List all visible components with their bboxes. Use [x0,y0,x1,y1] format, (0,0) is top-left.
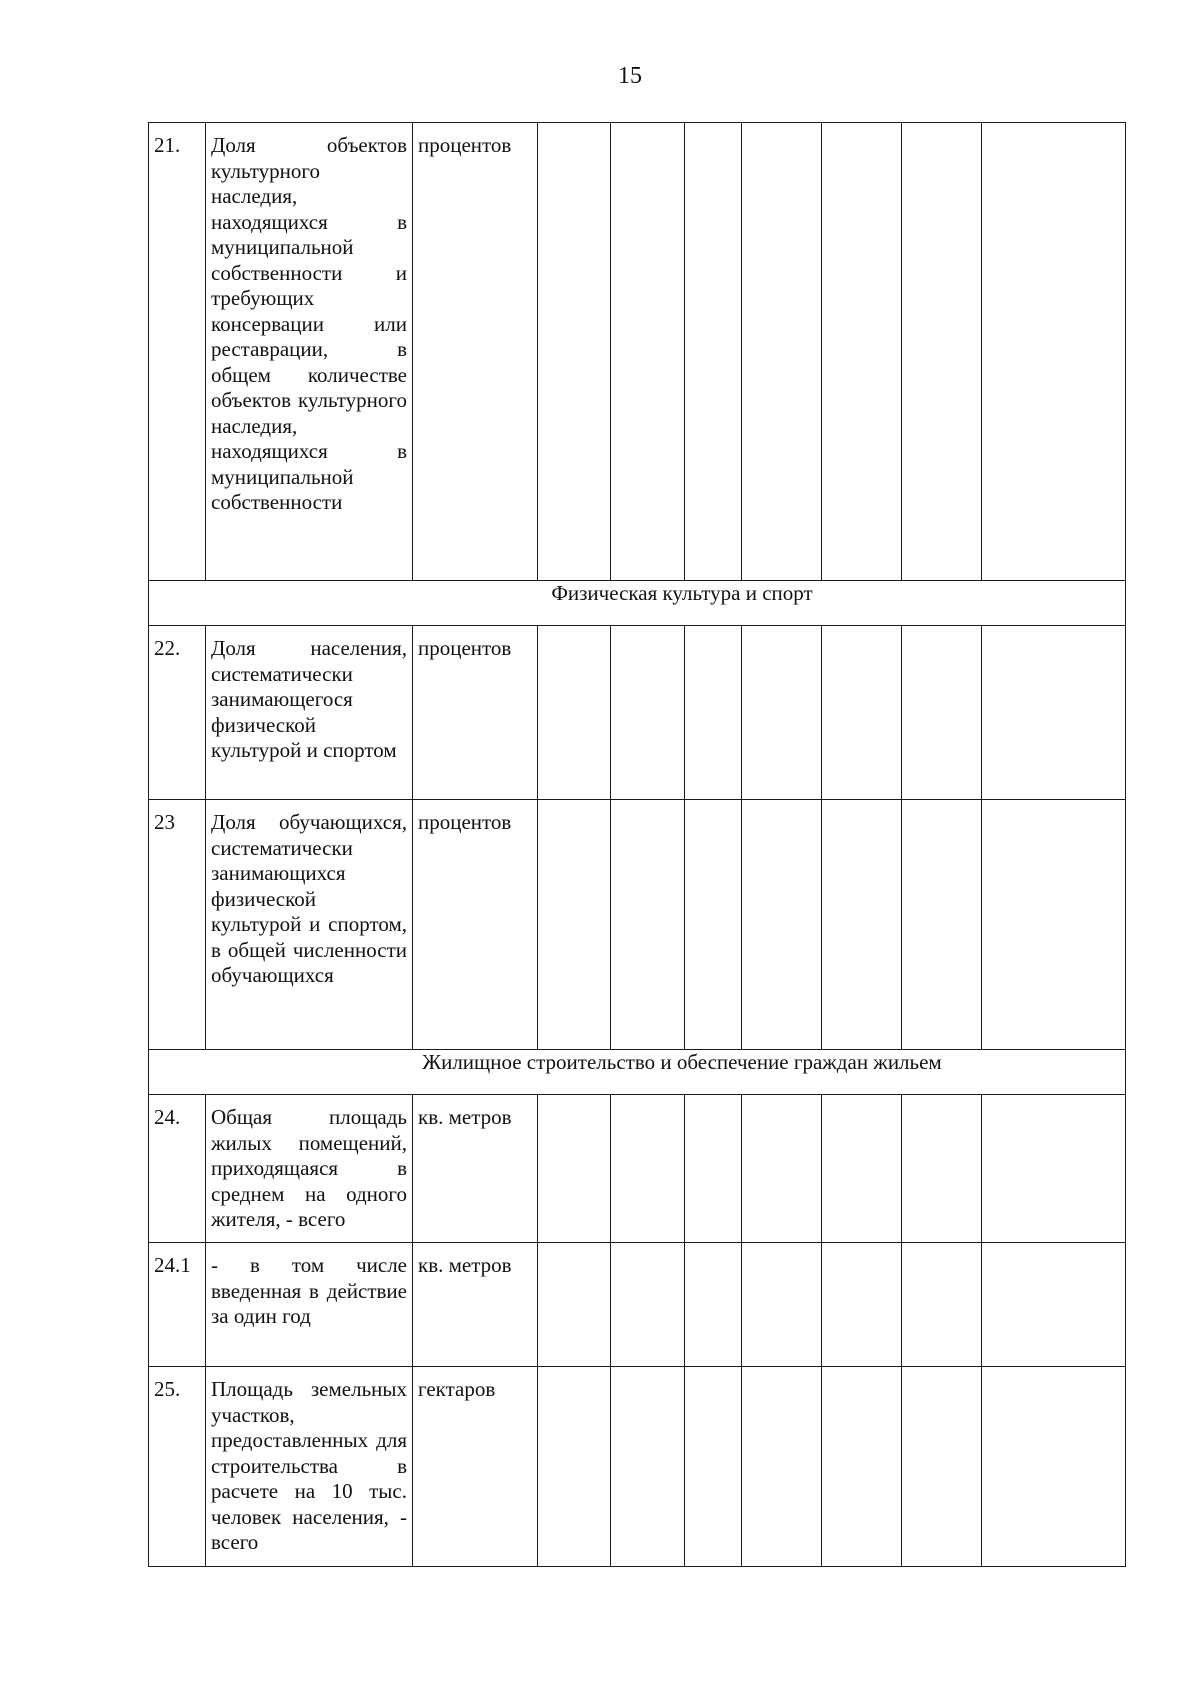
indicator-name: Доля обучающихся, систематически занимающихся физической культурой и спортом, в общей численности обучающихся [206,800,413,1050]
section-header [149,1050,1126,1095]
value-cell [611,1095,685,1243]
value-cell [538,1367,611,1567]
value-cell [902,800,982,1050]
value-cell [685,1367,742,1567]
section-title: Жилищное строительство и обеспечение граждан жильем [422,1050,942,1074]
value-cell [982,800,1126,1050]
row-number: 24. [149,1095,206,1243]
table-row [149,1367,1126,1567]
unit-cell: процентов [413,800,538,1050]
value-cell [822,1367,902,1567]
value-cell [611,123,685,581]
value-cell [685,626,742,800]
value-cell [538,1243,611,1367]
value-cell [982,1095,1126,1243]
value-cell [822,123,902,581]
value-cell [902,626,982,800]
value-cell [902,123,982,581]
value-cell [982,1367,1126,1567]
unit-cell: кв. метров [413,1243,538,1367]
table-row [149,800,1126,1050]
section-title: Физическая культура и спорт [551,581,813,605]
row-number: 21. [149,123,206,581]
section-row [149,581,1126,626]
value-cell [538,800,611,1050]
row-number: 24.1 [149,1243,206,1367]
value-cell [982,1243,1126,1367]
value-cell [742,1243,822,1367]
value-cell [742,1367,822,1567]
value-cell [611,800,685,1050]
indicator-name: Доля объектов культурного наследия, находящихся в муниципальной собственности и требующих консервации или реставрации, в общем количестве объектов культурного наследия, находящихся в муниципальной собственности [206,123,413,581]
indicator-name: - в том числе введенная в действие за один год [206,1243,413,1367]
value-cell [685,1243,742,1367]
table-row [149,1243,1126,1367]
value-cell [902,1243,982,1367]
value-cell [822,1095,902,1243]
value-cell [685,800,742,1050]
value-cell [822,1243,902,1367]
section-row [149,1050,1126,1095]
table-row [149,123,1126,581]
row-number: 25. [149,1367,206,1567]
value-cell [742,1095,822,1243]
value-cell [982,626,1126,800]
indicator-name: Общая площадь жилых помещений, приходящаяся в среднем на одного жителя, - всего [206,1095,413,1243]
value-cell [538,123,611,581]
section-header [149,581,1126,626]
value-cell [742,626,822,800]
value-cell [685,1095,742,1243]
table-row [149,1095,1126,1243]
value-cell [538,626,611,800]
value-cell [538,1095,611,1243]
value-cell [742,123,822,581]
table-row [149,626,1126,800]
value-cell [822,800,902,1050]
page-number: 15 [618,63,642,89]
unit-cell: процентов [413,123,538,581]
value-cell [611,1243,685,1367]
unit-cell: гектаров [413,1367,538,1567]
value-cell [685,123,742,581]
value-cell [742,800,822,1050]
indicator-name: Площадь земельных участков, предоставленных для строительства в расчете на 10 тыс. человек населения, - всего [206,1367,413,1567]
value-cell [611,1367,685,1567]
indicators-table [148,122,1126,1567]
row-number: 22. [149,626,206,800]
value-cell [982,123,1126,581]
unit-cell: процентов [413,626,538,800]
value-cell [902,1367,982,1567]
value-cell [902,1095,982,1243]
indicator-name: Доля населения, систематически занимающегося физической культурой и спортом [206,626,413,800]
value-cell [822,626,902,800]
row-number: 23 [149,800,206,1050]
value-cell [611,626,685,800]
unit-cell: кв. метров [413,1095,538,1243]
